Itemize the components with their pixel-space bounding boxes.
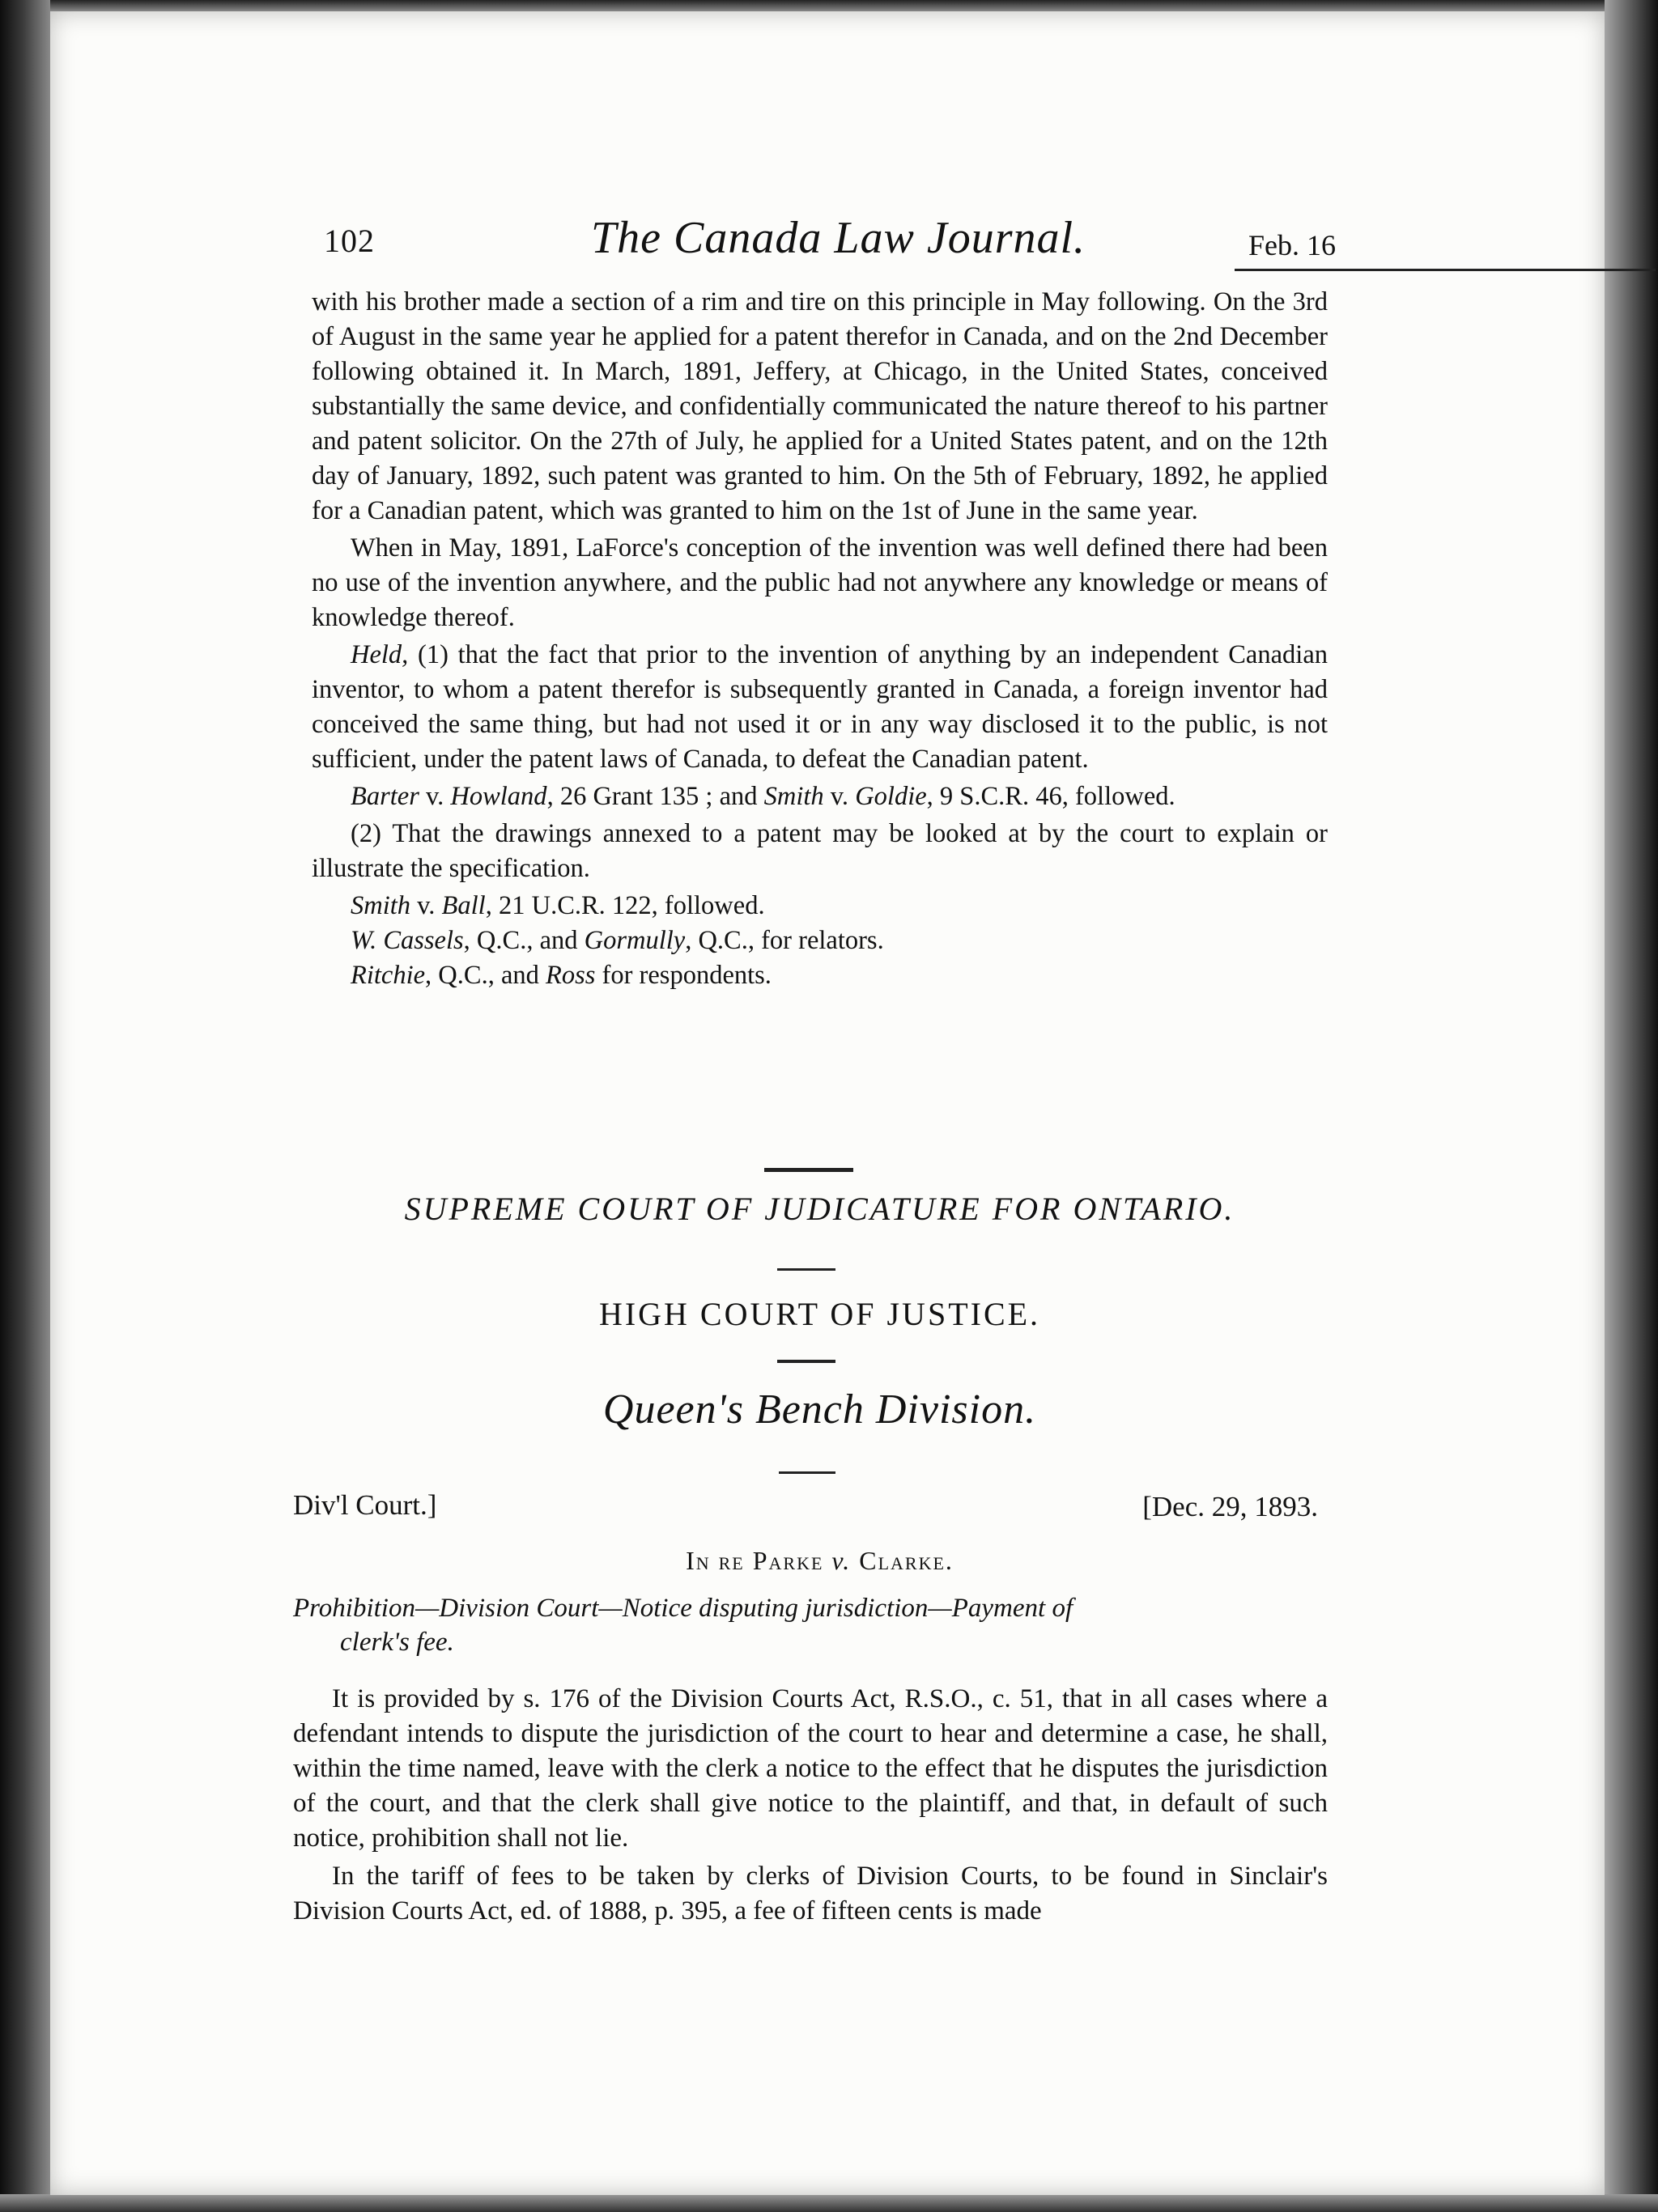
case-party: Ball	[441, 891, 486, 920]
case-party: Barter	[351, 782, 419, 811]
section-rule	[764, 1168, 853, 1172]
counsel-name: Ritchie	[351, 961, 426, 990]
held-text: (1) that the fact that prior to the invention of anything by an independent Canadian inventor, to whom a patent therefor is subsequently granted in Canada, a foreign inventor had conceived the same thing, but had not used it or in any way disclosed it to the public, is not sufficient, under the patent laws of Canada, to defeat the Canadian patent.	[312, 640, 1328, 774]
counsel-name: Ross	[546, 961, 596, 990]
case-date: [Dec. 29, 1893.	[1142, 1491, 1318, 1522]
counsel-text: , Q.C., and	[463, 926, 585, 955]
upper-case-report	[312, 285, 1328, 993]
running-header	[324, 212, 1336, 277]
short-rule	[779, 1471, 835, 1474]
supreme-court-heading: SUPREME COURT OF JUDICATURE FOR ONTARIO.	[404, 1191, 1235, 1227]
case-versus: v.	[410, 891, 442, 920]
counsel-text: for respondents.	[595, 961, 772, 990]
citation-smith-ball	[312, 889, 1328, 923]
held-label: Held,	[351, 640, 409, 669]
case-party: Howland	[450, 782, 547, 811]
court-label: Div'l Court.]	[293, 1489, 437, 1521]
case-versus: v.	[419, 782, 451, 811]
citation-barter	[312, 779, 1328, 814]
body-paragraph: In the tariff of fees to be taken by clerks of Division Courts, to be found in Sinclair's Division Courts Act, ed. of 1888, p. 395, a fee of fifteen cents is made	[293, 1862, 1328, 1925]
short-rule	[777, 1360, 835, 1363]
counsel-relators	[312, 923, 1328, 958]
counsel-respondents	[312, 958, 1328, 993]
counsel-name: W. Cassels	[351, 926, 464, 955]
citation-text: , 9 S.C.R. 46, followed.	[926, 782, 1175, 811]
counsel-name: Gormully	[584, 926, 686, 955]
case-party: Smith	[351, 891, 411, 920]
scan-edge-top	[0, 0, 1658, 11]
body-paragraph: It is provided by s. 176 of the Division Courts Act, R.S.O., c. 51, that in all cases where a defendant intends to dispute the jurisdiction of the court to hear and determine a case, he shall, within the time named, leave with the clerk a notice to the effect that he disputes the jurisdiction of the court, and that the clerk shall give notice to the plaintiff, and that, in default of such notice, prohibition shall not lie.	[293, 1684, 1328, 1853]
case-title	[312, 1546, 1328, 1576]
short-rule	[777, 1268, 835, 1271]
headnote-line: Prohibition—Division Court—Notice disputing jurisdiction—Payment of	[293, 1594, 1073, 1623]
citation-text: , 26 Grant 135 ; and	[546, 782, 764, 811]
scan-edge-right	[1605, 0, 1658, 2212]
division-heading: Queen's Bench Division.	[602, 1386, 1037, 1433]
header-rule	[1235, 269, 1656, 271]
paragraph-facts: with his brother made a section of a rim and tire on this principle in May following. On the 3rd of August in the same year he applied for a patent therefor in Canada, and on the 2nd December following obtained it. In March, 1891, Jeffery, at Chicago, in the United States, conceived substantially the same device, and confidentially communicated the nature thereof to his partner and patent solicitor. On the 27th of July, he applied for a United States patent, and on the 12th day of January, 1892, such patent was granted to him. On the 5th of February, 1892, he applied for a Canadian patent, which was granted to him on the 1st of June in the same year.	[312, 287, 1328, 525]
case-party: Smith	[763, 782, 824, 811]
page-number: 102	[324, 223, 375, 259]
scan-edge-bottom	[0, 2194, 1658, 2212]
case-title-party: Clarke.	[859, 1546, 954, 1575]
headnote	[293, 1591, 1317, 1659]
paragraph-held	[312, 638, 1328, 777]
paragraph-drawings: (2) That the drawings annexed to a patent may be looked at by the court to explain or illustrate the specification.	[312, 819, 1328, 883]
scan-edge-left	[0, 0, 50, 2212]
paragraph-conception: When in May, 1891, LaForce's conception of the invention was well defined there had been no use of the invention anywhere, and the public had not anywhere any knowledge or means of knowledge thereof.	[312, 533, 1328, 632]
header-date: Feb. 16	[1248, 229, 1336, 261]
journal-title: The Canada Law Journal.	[591, 213, 1086, 263]
case-body	[293, 1682, 1328, 1929]
case-title-lead: In re Parke	[686, 1546, 824, 1575]
case-party: Goldie	[855, 782, 927, 811]
counsel-text: , Q.C., and	[425, 961, 546, 990]
case-versus: v.	[823, 782, 856, 811]
high-court-heading: HIGH COURT OF JUSTICE.	[598, 1296, 1041, 1332]
citation-text: , 21 U.C.R. 122, followed.	[485, 891, 765, 920]
case-versus: v.	[823, 1546, 860, 1575]
headnote-line: clerk's fee.	[340, 1628, 454, 1657]
counsel-text: , Q.C., for relators.	[685, 926, 884, 955]
